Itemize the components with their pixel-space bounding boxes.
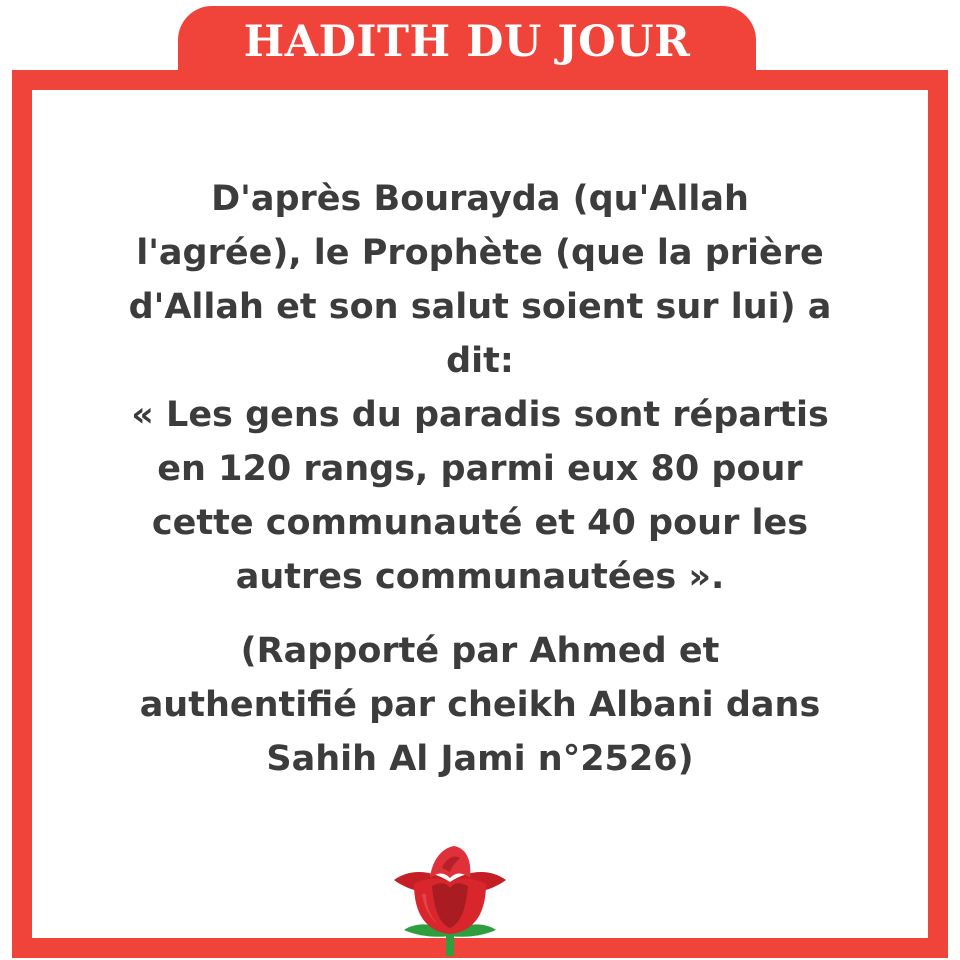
hadith-line: en 120 rangs, parmi eux 80 pour <box>157 449 803 489</box>
hadith-line: d'Allah et son salut soient sur lui) a <box>128 287 832 327</box>
source-line: (Rapporté par Ahmed et <box>240 631 720 671</box>
hadith-line: autres communautées ». <box>235 557 725 597</box>
hadith-text <box>90 172 870 604</box>
source-line: authentifié par cheikh Albani dans <box>139 685 821 725</box>
hadith-line: l'agrée), le Prophète (que la prière <box>136 233 824 273</box>
hadith-line: cette communauté et 40 pour les <box>151 503 809 543</box>
hadith-line: « Les gens du paradis sont répartis <box>131 395 829 435</box>
source-line: Sahih Al Jami n°2526) <box>266 739 694 779</box>
hadith-line: D'après Bourayda (qu'Allah <box>211 179 749 219</box>
hadith-line: dit: <box>446 341 514 381</box>
page-title: HADITH DU JOUR <box>243 17 691 67</box>
rose-icon <box>380 838 520 956</box>
source-reference <box>90 624 870 786</box>
